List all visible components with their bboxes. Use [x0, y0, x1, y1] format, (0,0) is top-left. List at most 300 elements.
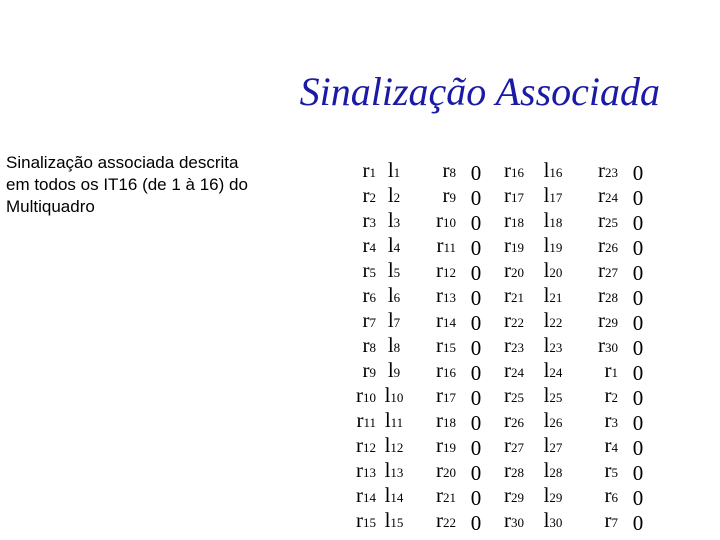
l-cell — [376, 384, 412, 409]
zero-cell — [618, 459, 658, 484]
cell-letter: l — [543, 283, 550, 307]
cell-letter: r — [504, 308, 511, 332]
cell-subscript: 24 — [549, 365, 563, 380]
cell-subscript: 25 — [549, 390, 563, 405]
table-row — [346, 384, 658, 409]
zero-cell — [618, 484, 658, 509]
zero-cell — [618, 359, 658, 384]
cell-letter: 0 — [470, 511, 482, 535]
cell-letter: r — [362, 283, 370, 307]
cell-letter: r — [504, 483, 511, 507]
cell-subscript: 8 — [449, 165, 456, 180]
cell-subscript: 10 — [443, 215, 456, 230]
r-cell — [496, 309, 532, 334]
r-cell — [574, 484, 618, 509]
cell-letter: r — [598, 208, 605, 232]
r-cell — [412, 509, 456, 534]
cell-letter: 0 — [632, 261, 644, 285]
cell-subscript: 7 — [611, 515, 618, 530]
r-cell — [496, 384, 532, 409]
r-cell — [496, 234, 532, 259]
cell-subscript: 14 — [443, 315, 456, 330]
zero-cell — [618, 284, 658, 309]
zero-cell — [456, 159, 496, 184]
r-cell — [496, 284, 532, 309]
cell-letter: r — [504, 433, 511, 457]
cell-subscript: 5 — [393, 265, 401, 280]
cell-letter: r — [356, 383, 363, 407]
l-cell — [532, 209, 574, 234]
r-cell — [412, 434, 456, 459]
cell-subscript: 29 — [511, 490, 524, 505]
cell-letter: r — [504, 383, 511, 407]
cell-letter: r — [604, 358, 612, 382]
cell-letter: l — [543, 458, 550, 482]
r-cell — [496, 359, 532, 384]
cell-letter: 0 — [632, 286, 644, 310]
cell-letter: l — [387, 308, 394, 332]
cell-subscript: 30 — [549, 515, 563, 530]
r-cell — [412, 309, 456, 334]
l-cell — [532, 384, 574, 409]
l-cell — [532, 434, 574, 459]
r-cell — [412, 159, 456, 184]
cell-subscript: 21 — [443, 490, 456, 505]
cell-letter: r — [442, 158, 450, 182]
r-cell — [412, 484, 456, 509]
r-cell — [496, 209, 532, 234]
cell-subscript: 9 — [393, 365, 401, 380]
table-row — [346, 309, 658, 334]
zero-cell — [456, 284, 496, 309]
cell-letter: r — [436, 433, 443, 457]
table-row — [346, 209, 658, 234]
description-line: Multiquadro — [6, 197, 95, 216]
cell-subscript: 6 — [393, 290, 401, 305]
description-line: Sinalização associada descrita — [6, 153, 239, 172]
cell-subscript: 27 — [549, 440, 563, 455]
r-cell — [496, 434, 532, 459]
r-cell — [574, 309, 618, 334]
cell-letter: l — [384, 383, 391, 407]
cell-letter: r — [504, 458, 511, 482]
cell-subscript: 1 — [369, 165, 376, 180]
cell-subscript: 5 — [369, 265, 376, 280]
cell-letter: r — [598, 283, 605, 307]
cell-letter: r — [598, 233, 605, 257]
cell-letter: l — [384, 508, 391, 532]
cell-letter: r — [436, 283, 443, 307]
cell-letter: l — [543, 158, 550, 182]
cell-subscript: 17 — [443, 390, 456, 405]
r-cell — [346, 159, 376, 184]
cell-letter: l — [384, 458, 391, 482]
description-line: em todos os IT16 (de 1 à 16) do — [6, 175, 248, 194]
cell-subscript: 17 — [511, 190, 524, 205]
cell-subscript: 12 — [390, 440, 404, 455]
l-cell — [532, 334, 574, 359]
cell-letter: r — [436, 308, 443, 332]
cell-letter: r — [362, 183, 370, 207]
cell-subscript: 10 — [363, 390, 376, 405]
cell-letter: l — [387, 283, 394, 307]
table-row — [346, 459, 658, 484]
cell-subscript: 1 — [611, 365, 618, 380]
r-cell — [574, 459, 618, 484]
zero-cell — [618, 509, 658, 534]
cell-subscript: 12 — [443, 265, 456, 280]
r-cell — [496, 259, 532, 284]
cell-letter: r — [504, 183, 511, 207]
r-cell — [496, 484, 532, 509]
zero-cell — [618, 434, 658, 459]
cell-subscript: 21 — [549, 290, 563, 305]
cell-letter: r — [362, 158, 370, 182]
cell-subscript: 28 — [549, 465, 563, 480]
cell-letter: l — [543, 183, 550, 207]
cell-subscript: 11 — [390, 415, 404, 430]
cell-subscript: 28 — [605, 290, 618, 305]
cell-letter: r — [436, 358, 443, 382]
l-cell — [376, 459, 412, 484]
zero-cell — [456, 509, 496, 534]
l-cell — [376, 409, 412, 434]
table-row — [346, 284, 658, 309]
cell-subscript: 20 — [443, 465, 456, 480]
r-cell — [412, 259, 456, 284]
zero-cell — [456, 459, 496, 484]
l-cell — [376, 509, 412, 534]
cell-letter: r — [504, 283, 511, 307]
cell-letter: 0 — [470, 311, 482, 335]
cell-letter: l — [387, 233, 394, 257]
l-cell — [376, 159, 412, 184]
cell-letter: r — [504, 408, 511, 432]
zero-cell — [456, 384, 496, 409]
cell-letter: r — [362, 233, 370, 257]
l-cell — [532, 484, 574, 509]
cell-subscript: 30 — [605, 340, 618, 355]
cell-subscript: 15 — [363, 515, 376, 530]
r-cell — [574, 509, 618, 534]
cell-subscript: 22 — [511, 315, 524, 330]
cell-subscript: 16 — [549, 165, 563, 180]
cell-letter: 0 — [470, 486, 482, 510]
cell-letter: r — [604, 433, 612, 457]
cell-subscript: 27 — [605, 265, 618, 280]
cell-subscript: 4 — [611, 440, 618, 455]
cell-letter: r — [436, 483, 443, 507]
cell-letter: r — [598, 333, 605, 357]
cell-subscript: 3 — [369, 215, 376, 230]
cell-subscript: 19 — [549, 240, 563, 255]
cell-subscript: 28 — [511, 465, 524, 480]
zero-cell — [618, 234, 658, 259]
table-row — [346, 434, 658, 459]
r-cell — [574, 284, 618, 309]
r-cell — [574, 384, 618, 409]
cell-letter: l — [387, 158, 394, 182]
r-cell — [346, 309, 376, 334]
cell-letter: r — [504, 233, 511, 257]
cell-letter: 0 — [632, 361, 644, 385]
zero-cell — [456, 359, 496, 384]
cell-letter: r — [604, 483, 612, 507]
cell-letter: r — [362, 333, 370, 357]
zero-cell — [456, 334, 496, 359]
cell-subscript: 20 — [511, 265, 524, 280]
cell-letter: l — [387, 358, 394, 382]
zero-cell — [618, 384, 658, 409]
r-cell — [574, 434, 618, 459]
l-cell — [532, 309, 574, 334]
cell-letter: 0 — [632, 386, 644, 410]
zero-cell — [456, 409, 496, 434]
cell-subscript: 23 — [605, 165, 618, 180]
cell-letter: r — [436, 233, 444, 257]
r-cell — [346, 284, 376, 309]
cell-subscript: 4 — [393, 240, 401, 255]
table-row — [346, 184, 658, 209]
l-cell — [376, 284, 412, 309]
cell-letter: l — [543, 333, 550, 357]
r-cell — [346, 209, 376, 234]
cell-letter: r — [356, 433, 363, 457]
cell-subscript: 8 — [369, 340, 376, 355]
cell-letter: 0 — [470, 186, 482, 210]
zero-cell — [618, 184, 658, 209]
l-cell — [532, 159, 574, 184]
r-cell — [346, 359, 376, 384]
cell-subscript: 24 — [511, 365, 524, 380]
zero-cell — [618, 309, 658, 334]
cell-letter: r — [436, 333, 443, 357]
cell-letter: l — [387, 183, 394, 207]
cell-subscript: 18 — [443, 415, 456, 430]
cell-letter: l — [387, 333, 394, 357]
r-cell — [496, 184, 532, 209]
r-cell — [574, 159, 618, 184]
cell-letter: 0 — [470, 236, 482, 260]
cell-letter: r — [598, 308, 605, 332]
r-cell — [496, 509, 532, 534]
r-cell — [574, 234, 618, 259]
cell-letter: r — [598, 183, 605, 207]
cell-subscript: 6 — [369, 290, 376, 305]
cell-subscript: 18 — [511, 215, 524, 230]
cell-letter: l — [543, 358, 550, 382]
cell-letter: l — [543, 233, 550, 257]
cell-letter: r — [604, 508, 612, 532]
r-cell — [574, 259, 618, 284]
cell-subscript: 12 — [363, 440, 376, 455]
cell-letter: r — [362, 358, 370, 382]
cell-subscript: 23 — [511, 340, 524, 355]
cell-subscript: 9 — [369, 365, 376, 380]
zero-cell — [618, 159, 658, 184]
cell-letter: 0 — [632, 186, 644, 210]
cell-letter: r — [362, 308, 370, 332]
cell-subscript: 30 — [511, 515, 524, 530]
cell-letter: 0 — [632, 461, 644, 485]
cell-letter: 0 — [632, 311, 644, 335]
r-cell — [346, 409, 376, 434]
cell-subscript: 29 — [549, 490, 563, 505]
r-cell — [412, 184, 456, 209]
l-cell — [376, 309, 412, 334]
cell-subscript: 20 — [549, 265, 563, 280]
r-cell — [346, 484, 376, 509]
r-cell — [412, 384, 456, 409]
cell-letter: l — [384, 483, 391, 507]
zero-cell — [456, 309, 496, 334]
l-cell — [532, 359, 574, 384]
zero-cell — [456, 484, 496, 509]
cell-subscript: 9 — [449, 190, 456, 205]
zero-cell — [456, 234, 496, 259]
cell-letter: r — [504, 333, 511, 357]
cell-letter: r — [504, 158, 511, 182]
cell-subscript: 29 — [605, 315, 618, 330]
cell-letter: 0 — [632, 236, 644, 260]
cell-letter: l — [543, 483, 550, 507]
cell-letter: r — [604, 458, 612, 482]
cell-subscript: 23 — [549, 340, 563, 355]
cell-letter: l — [387, 208, 394, 232]
l-cell — [376, 209, 412, 234]
zero-cell — [618, 259, 658, 284]
l-cell — [532, 459, 574, 484]
cell-subscript: 7 — [393, 315, 401, 330]
cell-letter: 0 — [632, 411, 644, 435]
r-cell — [412, 234, 456, 259]
cell-subscript: 15 — [390, 515, 404, 530]
table-row — [346, 259, 658, 284]
cell-subscript: 7 — [369, 315, 376, 330]
zero-cell — [456, 209, 496, 234]
zero-cell — [618, 209, 658, 234]
cell-letter: r — [356, 508, 363, 532]
table-row — [346, 159, 658, 184]
r-cell — [412, 409, 456, 434]
cell-letter: r — [504, 208, 511, 232]
cell-letter: r — [356, 408, 364, 432]
cell-letter: l — [543, 508, 550, 532]
r-cell — [346, 384, 376, 409]
table-body — [346, 159, 658, 534]
cell-subscript: 25 — [605, 215, 618, 230]
cell-letter: r — [604, 408, 612, 432]
cell-letter: 0 — [470, 161, 482, 185]
cell-subscript: 6 — [611, 490, 618, 505]
cell-subscript: 19 — [511, 240, 524, 255]
l-cell — [376, 334, 412, 359]
cell-letter: r — [436, 258, 443, 282]
cell-subscript: 14 — [363, 490, 376, 505]
signaling-table — [346, 159, 658, 534]
r-cell — [346, 234, 376, 259]
r-cell — [346, 184, 376, 209]
cell-subscript: 10 — [390, 390, 404, 405]
cell-letter: l — [543, 433, 550, 457]
cell-letter: l — [543, 208, 550, 232]
cell-letter: r — [356, 458, 363, 482]
cell-subscript: 22 — [549, 315, 563, 330]
slide-title: Sinalização Associada — [299, 69, 660, 114]
r-cell — [412, 209, 456, 234]
cell-subscript: 2 — [611, 390, 618, 405]
l-cell — [376, 234, 412, 259]
cell-letter: 0 — [470, 361, 482, 385]
cell-subscript: 25 — [511, 390, 524, 405]
r-cell — [574, 359, 618, 384]
cell-letter: 0 — [632, 211, 644, 235]
cell-subscript: 5 — [611, 465, 618, 480]
cell-letter: r — [436, 383, 443, 407]
r-cell — [346, 459, 376, 484]
table-row — [346, 484, 658, 509]
cell-letter: r — [598, 158, 605, 182]
r-cell — [346, 259, 376, 284]
l-cell — [376, 484, 412, 509]
l-cell — [376, 259, 412, 284]
cell-letter: l — [387, 258, 394, 282]
cell-letter: l — [543, 258, 550, 282]
l-cell — [376, 184, 412, 209]
r-cell — [496, 334, 532, 359]
l-cell — [532, 509, 574, 534]
cell-letter: 0 — [632, 336, 644, 360]
cell-subscript: 15 — [443, 340, 456, 355]
cell-letter: r — [436, 208, 443, 232]
cell-subscript: 13 — [363, 465, 376, 480]
zero-cell — [456, 434, 496, 459]
r-cell — [574, 184, 618, 209]
l-cell — [376, 359, 412, 384]
cell-letter: r — [436, 408, 443, 432]
table-row — [346, 509, 658, 534]
cell-subscript: 8 — [393, 340, 401, 355]
r-cell — [574, 409, 618, 434]
cell-subscript: 19 — [443, 440, 456, 455]
zero-cell — [456, 184, 496, 209]
r-cell — [412, 359, 456, 384]
cell-subscript: 11 — [363, 415, 376, 430]
cell-subscript: 21 — [511, 290, 524, 305]
table-row — [346, 234, 658, 259]
zero-cell — [618, 409, 658, 434]
cell-letter: 0 — [632, 511, 644, 535]
cell-subscript: 16 — [511, 165, 524, 180]
cell-letter: r — [436, 458, 443, 482]
cell-letter: r — [356, 483, 363, 507]
r-cell — [412, 459, 456, 484]
cell-letter: r — [362, 258, 370, 282]
cell-letter: 0 — [470, 411, 482, 435]
cell-letter: r — [504, 258, 511, 282]
r-cell — [574, 209, 618, 234]
r-cell — [346, 334, 376, 359]
l-cell — [532, 234, 574, 259]
cell-letter: 0 — [470, 461, 482, 485]
r-cell — [496, 159, 532, 184]
zero-cell — [618, 334, 658, 359]
r-cell — [346, 434, 376, 459]
cell-letter: r — [598, 258, 605, 282]
cell-subscript: 3 — [611, 415, 618, 430]
cell-letter: r — [436, 508, 443, 532]
table-row — [346, 359, 658, 384]
